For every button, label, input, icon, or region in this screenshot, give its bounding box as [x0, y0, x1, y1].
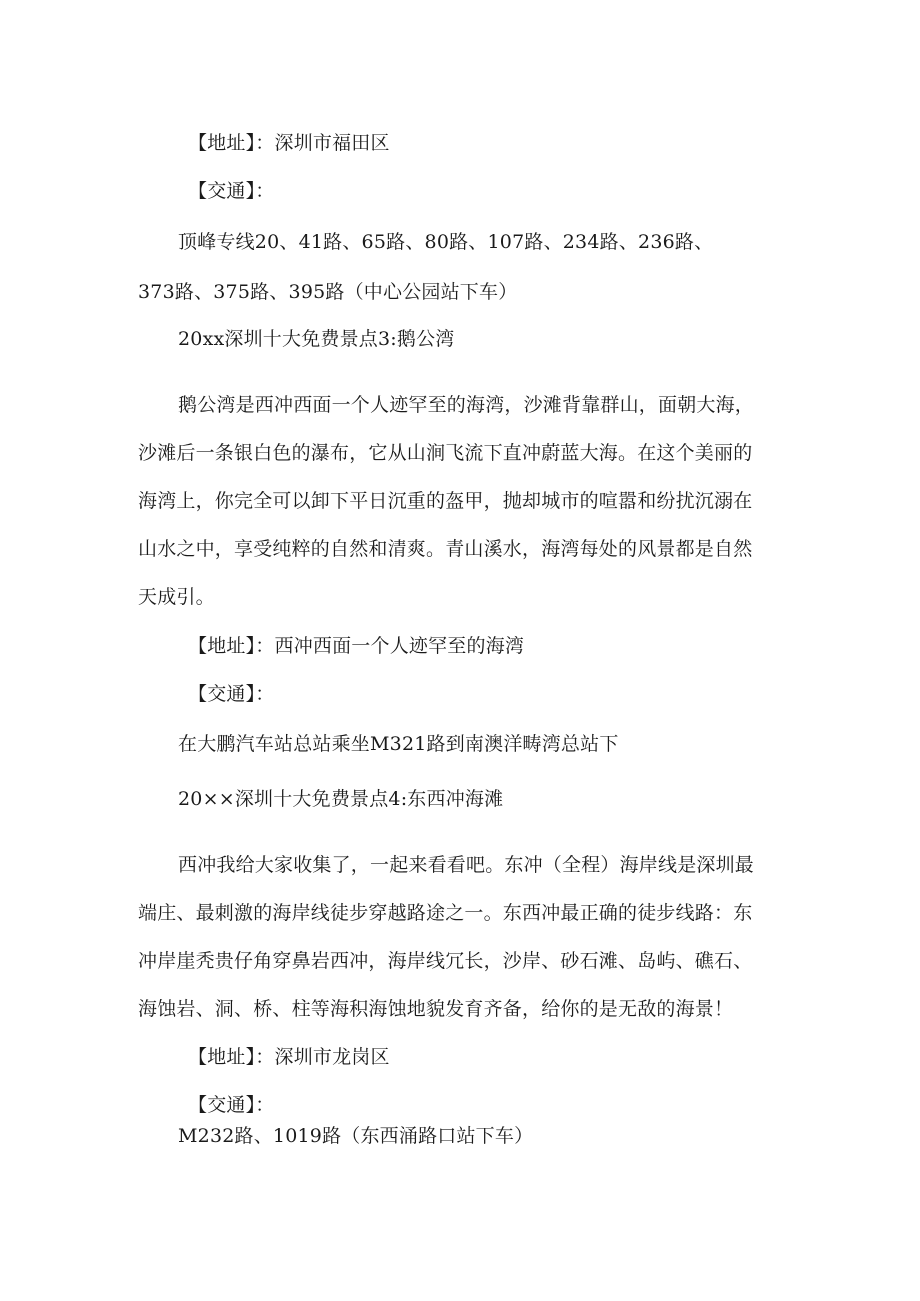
spot3-traffic-label: 【交通】：: [188, 683, 275, 705]
spot4-traffic-label: 【交通】：: [188, 1094, 275, 1116]
spot4-address: 【地址】：深圳市龙岗区: [188, 1046, 390, 1068]
spot4-desc-line-4: 海蚀岩、洞、桥、柱等海积海蚀地貌发育齐备，给你的是无敌的海景！: [138, 998, 734, 1020]
spot4-heading: 20××深圳十大免费景点4:东西冲海滩: [178, 788, 504, 810]
spot3-desc-line-1: 鹅公湾是西冲西面一个人迹罕至的海湾，沙滩背靠群山，面朝大海，: [178, 394, 755, 416]
spot4-desc-line-1: 西冲我给大家收集了，一起来看看吧。东冲（全程）海岸线是深圳最: [178, 854, 755, 876]
spot3-heading: 20xx深圳十大免费景点3:鹅公湾: [178, 328, 455, 350]
spot2-traffic-line-1: 顶峰专线20、41路、65路、80路、107路、234路、236路、: [178, 231, 714, 253]
spot4-desc-line-2: 端庄、最刺激的海岸线徒步穿越路途之一。东西冲最正确的徒步线路：东: [138, 902, 753, 924]
spot2-traffic-label: 【交通】：: [188, 180, 275, 202]
spot3-desc-line-3: 海湾上，你完全可以卸下平日沉重的盔甲，抛却城市的喧嚣和纷扰沉溺在: [138, 490, 753, 512]
spot2-traffic-line-2: 373路、375路、395路（中心公园站下车）: [138, 281, 518, 303]
spot3-address: 【地址】：西冲西面一个人迹罕至的海湾: [188, 635, 525, 657]
spot3-desc-line-2: 沙滩后一条银白色的瀑布，它从山涧飞流下直冲蔚蓝大海。在这个美丽的: [138, 442, 753, 464]
spot3-desc-line-5: 天成引。: [138, 586, 215, 608]
spot3-desc-line-4: 山水之中，享受纯粹的自然和清爽。青山溪水，海湾每处的风景都是自然: [138, 538, 753, 560]
spot3-traffic-line: 在大鹏汽车站总站乘坐M321路到南澳洋畴湾总站下: [178, 733, 619, 755]
spot4-desc-line-3: 冲岸崖秃贵仔角穿鼻岩西冲，海岸线冗长，沙岸、砂石滩、岛屿、礁石、: [138, 950, 753, 972]
spot4-traffic-line: M232路、1019路（东西涌路口站下车）: [178, 1125, 534, 1147]
spot2-address: 【地址】：深圳市福田区: [188, 132, 390, 154]
